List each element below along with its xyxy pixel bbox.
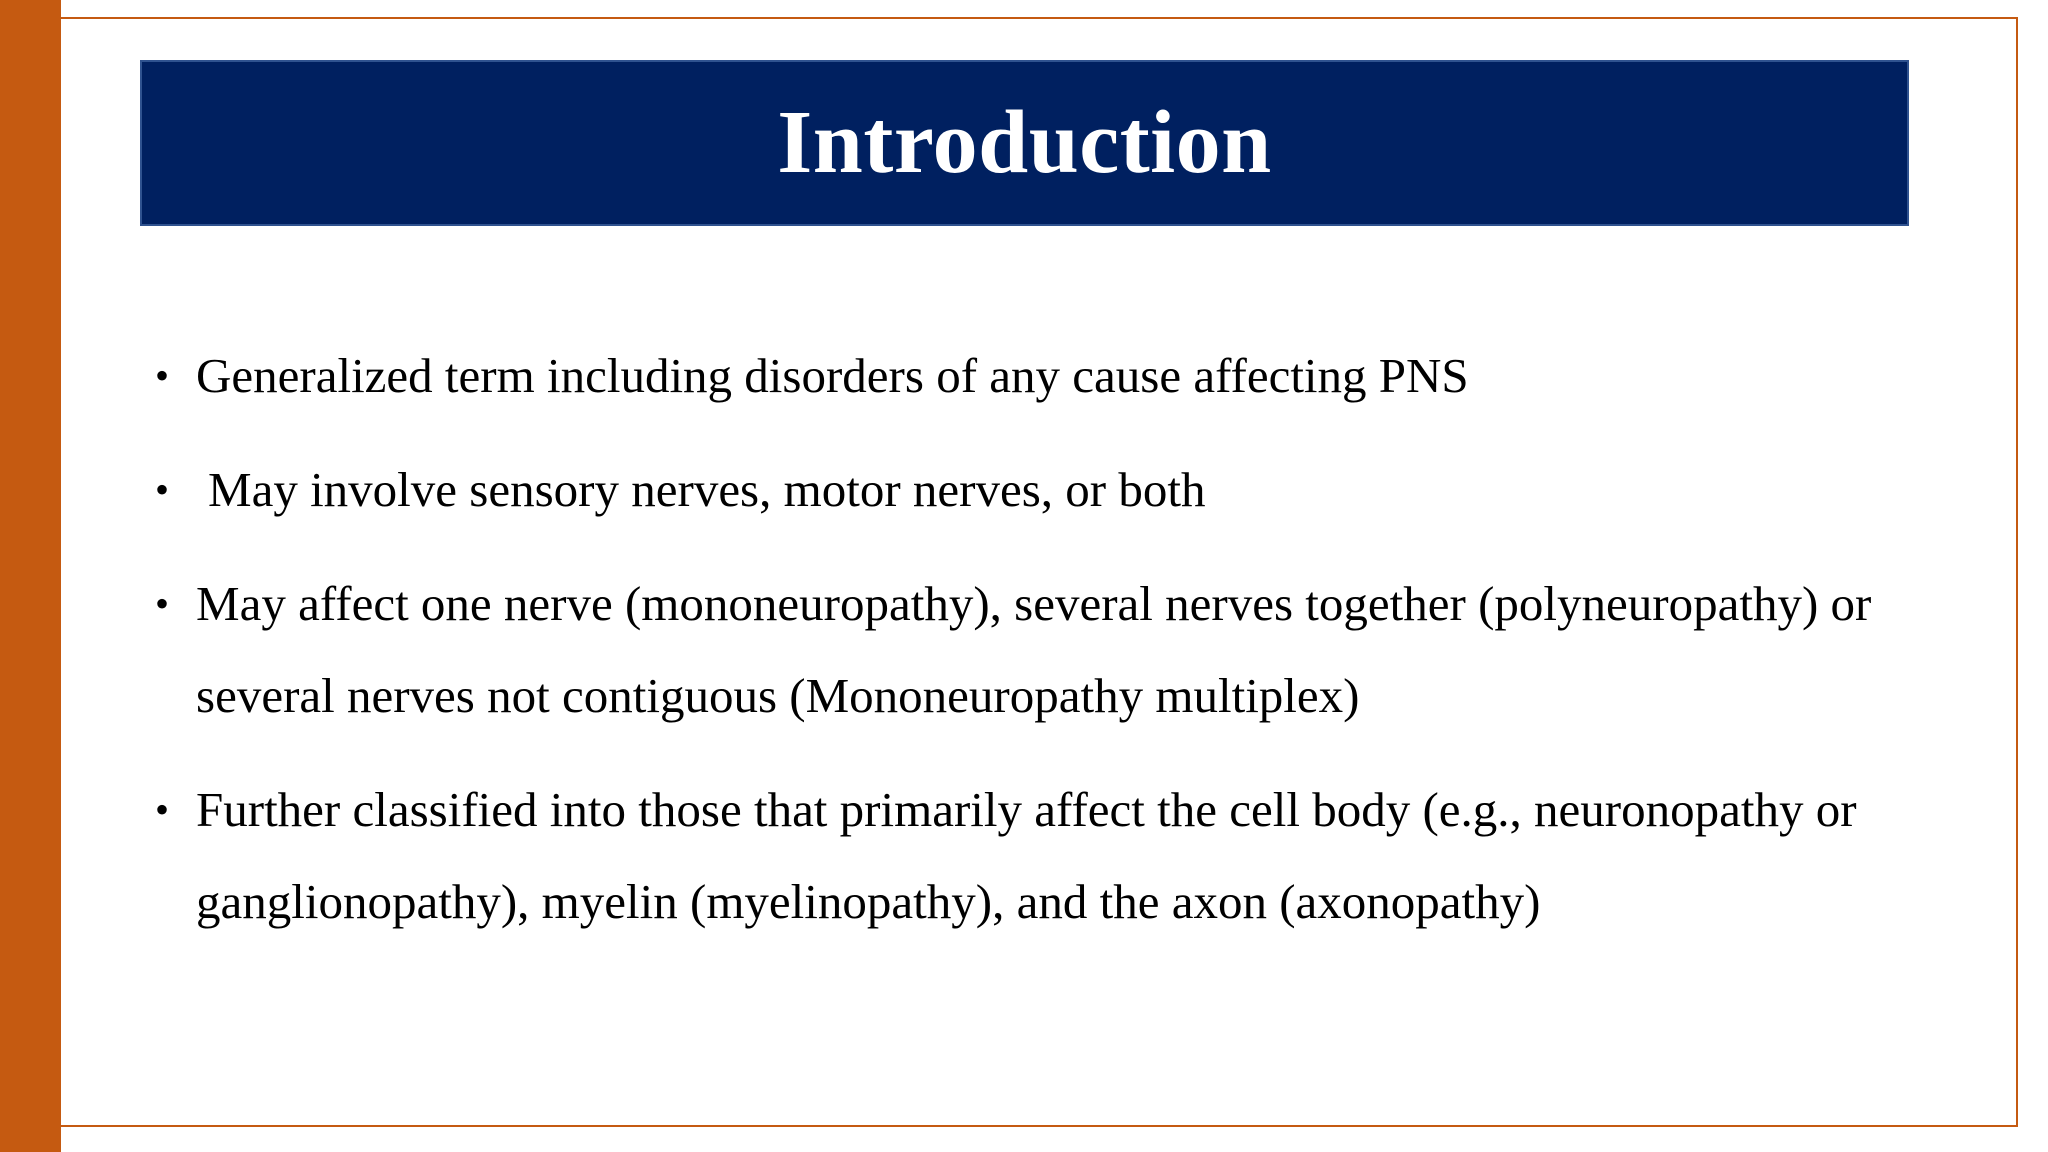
bullet-text: Generalized term including disorders of any cause affecting PNS	[196, 348, 1469, 403]
bullet-item	[155, 558, 1935, 742]
slide-title: Introduction	[777, 93, 1272, 192]
bullet-text: May involve sensory nerves, motor nerves, or both	[208, 462, 1206, 517]
bullet-list	[155, 330, 1935, 970]
bullet-text: Further classified into those that primarily affect the cell body (e.g., neuronopathy or ganglionopathy), myelin (myelinopathy), and the axon (axonopathy)	[196, 782, 1857, 929]
bullet-text: May affect one nerve (mononeuropathy), several nerves together (polyneuropathy) or several nerves not contiguous (Mononeuropathy multiplex)	[196, 576, 1872, 723]
title-banner	[140, 60, 1909, 226]
bullet-item	[155, 764, 1935, 948]
accent-bar	[0, 0, 61, 1152]
bullet-item	[155, 444, 1935, 536]
bullet-icon: •	[155, 787, 170, 832]
bullet-item	[155, 330, 1935, 422]
bullet-icon: •	[155, 467, 170, 512]
bullet-icon: •	[155, 581, 170, 626]
bullet-icon: •	[155, 353, 170, 398]
